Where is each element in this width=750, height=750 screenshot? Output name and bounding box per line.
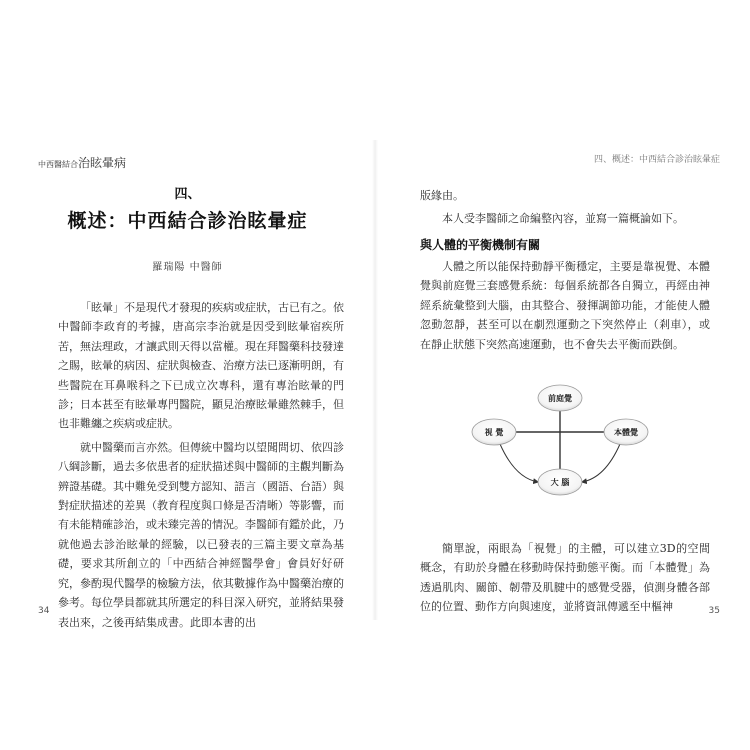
node-vision: [472, 419, 516, 445]
running-head-left: [38, 152, 126, 171]
paragraph: 簡單說，兩眼為「視覺」的主體，可以建立3D的空間概念，有助於身體在移動時保持動態平衡。而「本體覺」為透過肌肉、關節、韌帶及肌腱中的感覺受器，偵測身體各部位的位置、動作方向與速度，並將資訊傳遞至中樞神: [420, 542, 710, 614]
chapter-title: 概述：中西結合診治眩暈症: [67, 210, 308, 232]
running-head-big: 治眩暈病: [78, 156, 127, 170]
chapter-number: 四、: [174, 187, 201, 202]
arrow-right-to-brain: [582, 444, 620, 482]
author-byline: 羅瑞陽 中醫師: [152, 262, 223, 273]
page-number-left: 34: [38, 606, 50, 616]
page-number-right: 35: [708, 606, 720, 616]
arrow-left-to-brain: [500, 444, 538, 482]
paragraph: 人體之所以能保持動靜平衡穩定，主要是靠視覺、本體覺與前庭覺三套感覺系統：每個系統都各自獨立，再經由神經系統彙整到大腦，由其整合、發揮調節功能，才能使人體忽動忽靜，甚至可以在劇烈運動之下突然停止（剎車），或在靜止狀態下突然高速運動，也不會失去平衡而跌倒。: [420, 260, 710, 351]
balance-system-diagram: [470, 378, 650, 498]
node-proprioception: [604, 419, 648, 445]
running-head-small: 中西醫結合: [38, 160, 78, 169]
running-head-right: 四、概述：中西結合診治眩暈症: [593, 155, 720, 165]
left-body-text: [58, 298, 344, 632]
right-page: [375, 0, 750, 750]
node-brain: [538, 469, 582, 495]
right-bottom-text: [420, 539, 710, 617]
node-label-vision: 視 覺: [484, 428, 504, 437]
section-heading: 與人體的平衡機制有關: [420, 238, 541, 252]
node-label-brain: 大 腦: [550, 478, 570, 487]
node-label-proprioception: 本體覺: [614, 428, 638, 437]
paragraph: 「眩暈」不是現代才發現的疾病或症狀，古已有之。依中醫師李政育的考據，唐高宗李治就是因受到眩暈宿疾所苦，無法理政，才讓武則天得以當權。現在拜醫藥科技發達之賜，眩暈的病因、症狀與檢查、治療方法已逐漸明朗，有些醫院在耳鼻喉科之下已成立次專科，還有專治眩暈的門診；日本甚至有眩暈專門醫院，顯見治療眩暈雖然棘手，但也非難纏之疾病或症狀。: [58, 301, 344, 431]
paragraph: 版緣由。: [420, 189, 464, 202]
right-mid-text: [420, 257, 710, 354]
right-top-text: [420, 186, 710, 229]
paragraph: 本人受李醫師之命編整內容，並寫一篇概論如下。: [442, 212, 684, 226]
paragraph: 就中醫藥而言亦然。但傳統中醫均以望聞問切、依四診八綱診斷，過去多依患者的症狀描述與中醫師的主觀判斷為辨證基礎。其中難免受到雙方認知、語言（國語、台語）與對症狀描述的差異（教育程度與口條是否清晰）等影響，而有未能精確診治，或未臻完善的情況。李醫師有鑑於此，乃就他過去診治眩暈的經驗，以已發表的三篇主要文章為基礎，要求其所創立的「中西結合神經醫學會」會員好好研究，參酌現代醫學的檢驗方法，依其數據作為中醫藥治療的參考。每位學員都就其所選定的科目深入研究，並將結果發表出來，之後再結集成書。此即本書的出: [58, 440, 344, 629]
node-vestibular: [538, 385, 582, 411]
node-label-vestibular: 前庭覺: [548, 394, 572, 403]
